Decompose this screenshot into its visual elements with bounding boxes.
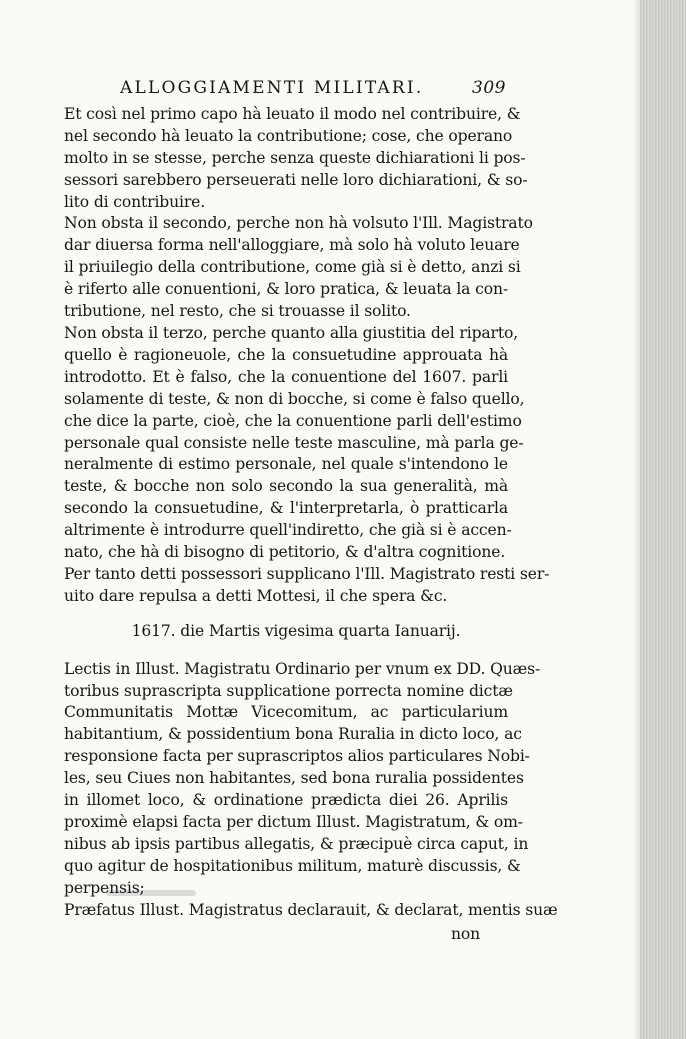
decree-date-line: 1617. die Martis vigesima quarta Ianuarij. — [131, 621, 461, 640]
text-line: les, seu Ciues non habitantes, sed bona ruralia possidentes — [64, 769, 524, 788]
text-line: Præfatus Illust. Magistratus declarauit, & declarat, mentis suæ — [64, 900, 558, 919]
text-line: nel secondo hà leuato la contributione; cose, che operano — [64, 126, 513, 145]
paragraph-4 — [64, 564, 550, 608]
paragraph-3 — [64, 323, 525, 564]
text-line: habitantium, & possidentium bona Ruralia in dicto loco, ac — [64, 725, 522, 744]
text-line: in illomet loco, & ordinatione prædicta diei 26. Aprilis — [64, 791, 508, 810]
text-line: teste, & bocche non solo secondo la sua generalità, mà — [64, 477, 508, 496]
text-line: che dice la parte, cioè, che la conuentione parli dell'estimo — [64, 411, 522, 430]
text-line: quello è ragioneuole, che la consuetudine approuata hà — [64, 345, 508, 364]
text-line: nato, che hà di bisogno di petitorio, & d'altra cognitione. — [64, 543, 506, 562]
text-line: nibus ab ipsis partibus allegatis, & præcipuè circa caput, in — [64, 834, 529, 853]
text-line: Non obsta il terzo, perche quanto alla giustitia del riparto, — [64, 323, 519, 342]
text-line: Et così nel primo capo hà leuato il modo nel contribuire, & — [64, 104, 521, 123]
text-line: uito dare repulsa a detti Mottesi, il che spera &c. — [64, 586, 448, 605]
text-line: Lectis in Illust. Magistratu Ordinario per vnum ex DD. Quæs- — [64, 659, 541, 678]
text-line: secondo la consuetudine, & l'interpretarla, ò pratticarla — [64, 499, 508, 518]
text-line: solamente di teste, & non di bocche, si come è falso quello, — [64, 389, 525, 408]
page-number: 309 — [472, 78, 506, 98]
text-line: tributione, nel resto, che si trouasse il solito. — [64, 302, 411, 321]
text-line: molto in se stesse, perche senza queste dichiarationi li pos- — [64, 148, 526, 167]
text-line: toribus suprascripta supplicatione porrecta nomine dictæ — [64, 681, 513, 700]
book-page-edges — [640, 0, 686, 1039]
text-line: altrimente è introdurre quell'indiretto, che già si è accen- — [64, 521, 512, 540]
text-line: quo agitur de hospitationibus militum, maturè discussis, & — [64, 856, 521, 875]
text-line: introdotto. Et è falso, che la conuentione del 1607. parli — [64, 367, 508, 386]
paragraph-2 — [64, 213, 533, 323]
ink-smudge — [106, 890, 196, 896]
text-line: personale qual consiste nelle teste masculine, mà parla ge- — [64, 433, 524, 452]
text-line: perpensis; — [64, 878, 145, 897]
running-head-title: ALLOGGIAMENTI MILITARI. — [120, 78, 424, 98]
text-line: Communitatis Mottæ Vicecomitum, ac particularium — [64, 703, 508, 722]
text-line: Per tanto detti possessori supplicano l'Ill. Magistrato resti ser- — [64, 564, 550, 583]
text-line: dar diuersa forma nell'alloggiare, mà solo hà voluto leuare — [64, 236, 520, 255]
paragraph-1 — [64, 104, 528, 214]
text-line: è riferto alle conuentioni, & loro pratica, & leuata la con- — [64, 280, 508, 299]
text-line: Non obsta il secondo, perche non hà volsuto l'Ill. Magistrato — [64, 214, 533, 233]
text-line: lito di contribuire. — [64, 192, 206, 211]
text-line: neralmente di estimo personale, nel quale s'intendono le — [64, 455, 508, 474]
running-head — [64, 78, 508, 100]
text-line: proximè elapsi facta per dictum Illust. Magistratum, & om- — [64, 813, 523, 831]
text-line: sessori sarebbero perseuerati nelle loro dichiarationi, & so- — [64, 170, 528, 189]
decree-paragraph-2 — [64, 900, 558, 922]
text-line: il priuilegio della contributione, come già si è detto, anzi si — [64, 258, 521, 277]
catchword: non — [450, 924, 480, 943]
text-line: responsione facta per suprascriptos alios particulares Nobi- — [64, 747, 530, 766]
decree-paragraph-1 — [64, 659, 541, 900]
page-text-block — [64, 78, 558, 945]
